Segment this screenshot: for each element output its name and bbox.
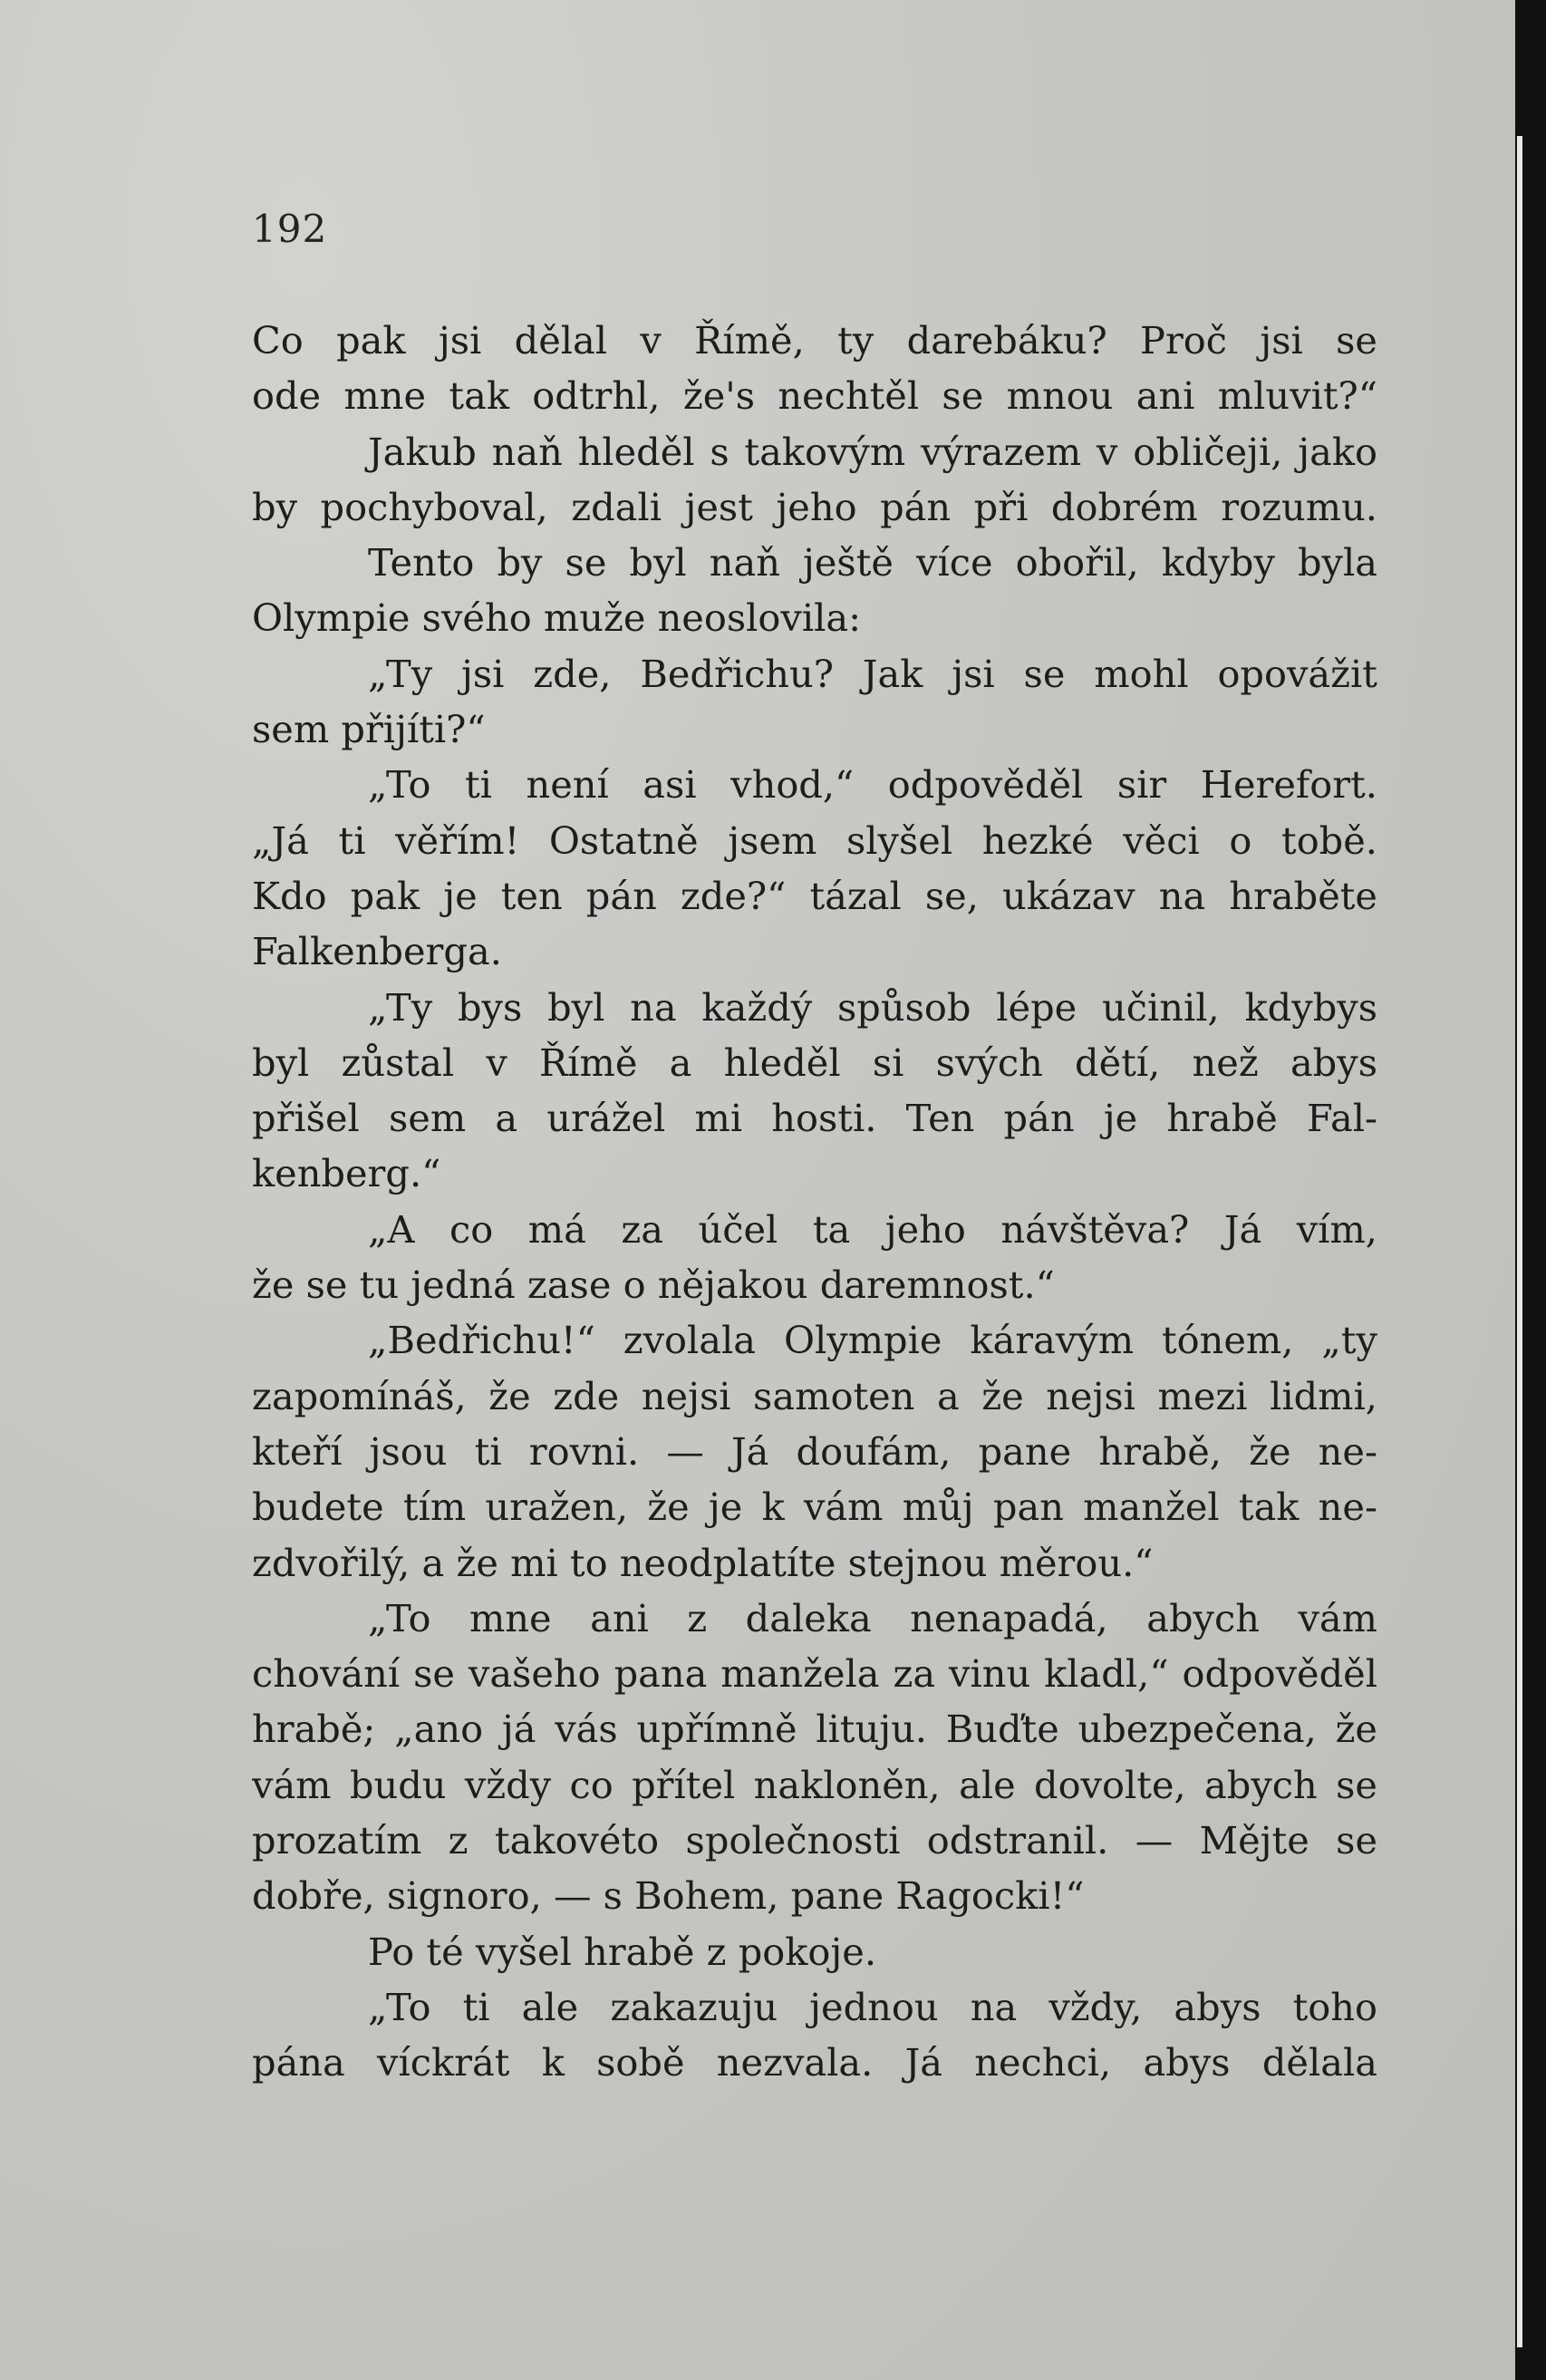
page-edge-shadow: [1515, 0, 1546, 2380]
text-line: zdvořilý, a že mi to neodplatíte stejnou měrou.“: [252, 1540, 1154, 1585]
text-line: přišel sem a urážel mi hosti. Ten pán je hrabě Fal-: [252, 1096, 1377, 1141]
text-line: Olympie svého muže neoslovila:: [252, 595, 862, 641]
text-line: pána víckrát k sobě nezvala. Já nechci, abys dělala: [252, 2040, 1377, 2085]
text-line: chování se vašeho pana manžela za vinu kladl,“ odpověděl: [252, 1651, 1377, 1697]
text-line: vám budu vždy co přítel nakloněn, ale dovolte, abych se: [252, 1762, 1377, 1807]
text-line: „Ty jsi zde, Bedřichu? Jak jsi se mohl opovážit: [368, 651, 1377, 696]
text-line: Po té vyšel hrabě z pokoje.: [368, 1929, 877, 1974]
text-line: „A co má za účel ta jeho návštěva? Já vím,: [368, 1206, 1377, 1252]
text-line: „Ty bys byl na každý spůsob lépe učinil, kdybys: [368, 984, 1377, 1030]
text-line: dobře, signoro, — s Bohem, pane Ragocki!“: [252, 1873, 1085, 1919]
text-line: ode mne tak odtrhl, že's nechtěl se mnou ani mluvit?“: [252, 373, 1377, 419]
text-line: „Já ti věřím! Ostatně jsem slyšel hezké věci o tobě.: [252, 818, 1377, 863]
text-line: „To ti není asi vhod,“ odpověděl sir Herefort.: [368, 762, 1377, 808]
text-line: „Bedřichu!“ zvolala Olympie káravým tónem, „ty: [368, 1318, 1377, 1363]
text-line: Tento by se byl naň ještě více obořil, kdyby byla: [368, 540, 1377, 585]
text-line: Co pak jsi dělal v Římě, ty darebáku? Proč jsi se: [252, 318, 1377, 363]
text-line: Jakub naň hleděl s takovým výrazem v obličeji, jako: [368, 429, 1377, 474]
text-line: „To ti ale zakazuju jednou na vždy, abys toho: [368, 1984, 1377, 2029]
page-number: 192: [252, 207, 328, 251]
text-line: budete tím uražen, že je k vám můj pan manžel tak ne-: [252, 1485, 1377, 1530]
text-line: byl zůstal v Římě a hleděl si svých dětí, než abys: [252, 1040, 1377, 1085]
text-line: Falkenberga.: [252, 929, 502, 974]
body-text: [252, 313, 1377, 2091]
text-line: by pochyboval, zdali jest jeho pán při dobrém rozumu.: [252, 484, 1377, 529]
text-line: „To mne ani z daleka nenapadá, abych vám: [368, 1595, 1377, 1640]
text-line: sem přijíti?“: [252, 707, 486, 752]
text-line: že se tu jedná zase o nějakou daremnost.“: [252, 1263, 1055, 1308]
text-line: prozatím z takovéto společnosti odstranil. — Mějte se: [252, 1818, 1377, 1863]
text-line: hrabě; „ano já vás upřímně lituju. Buďte ubezpečena, že: [252, 1707, 1377, 1752]
text-line: kenberg.“: [252, 1151, 441, 1196]
text-line: kteří jsou ti rovni. — Já doufám, pane hrabě, že ne-: [252, 1428, 1377, 1474]
text-line: zapomínáš, že zde nejsi samoten a že nejsi mezi lidmi,: [252, 1373, 1377, 1418]
adjacent-page-strip: [1517, 136, 1522, 2347]
text-line: Kdo pak je ten pán zde?“ tázal se, ukázav na hraběte: [252, 873, 1377, 918]
